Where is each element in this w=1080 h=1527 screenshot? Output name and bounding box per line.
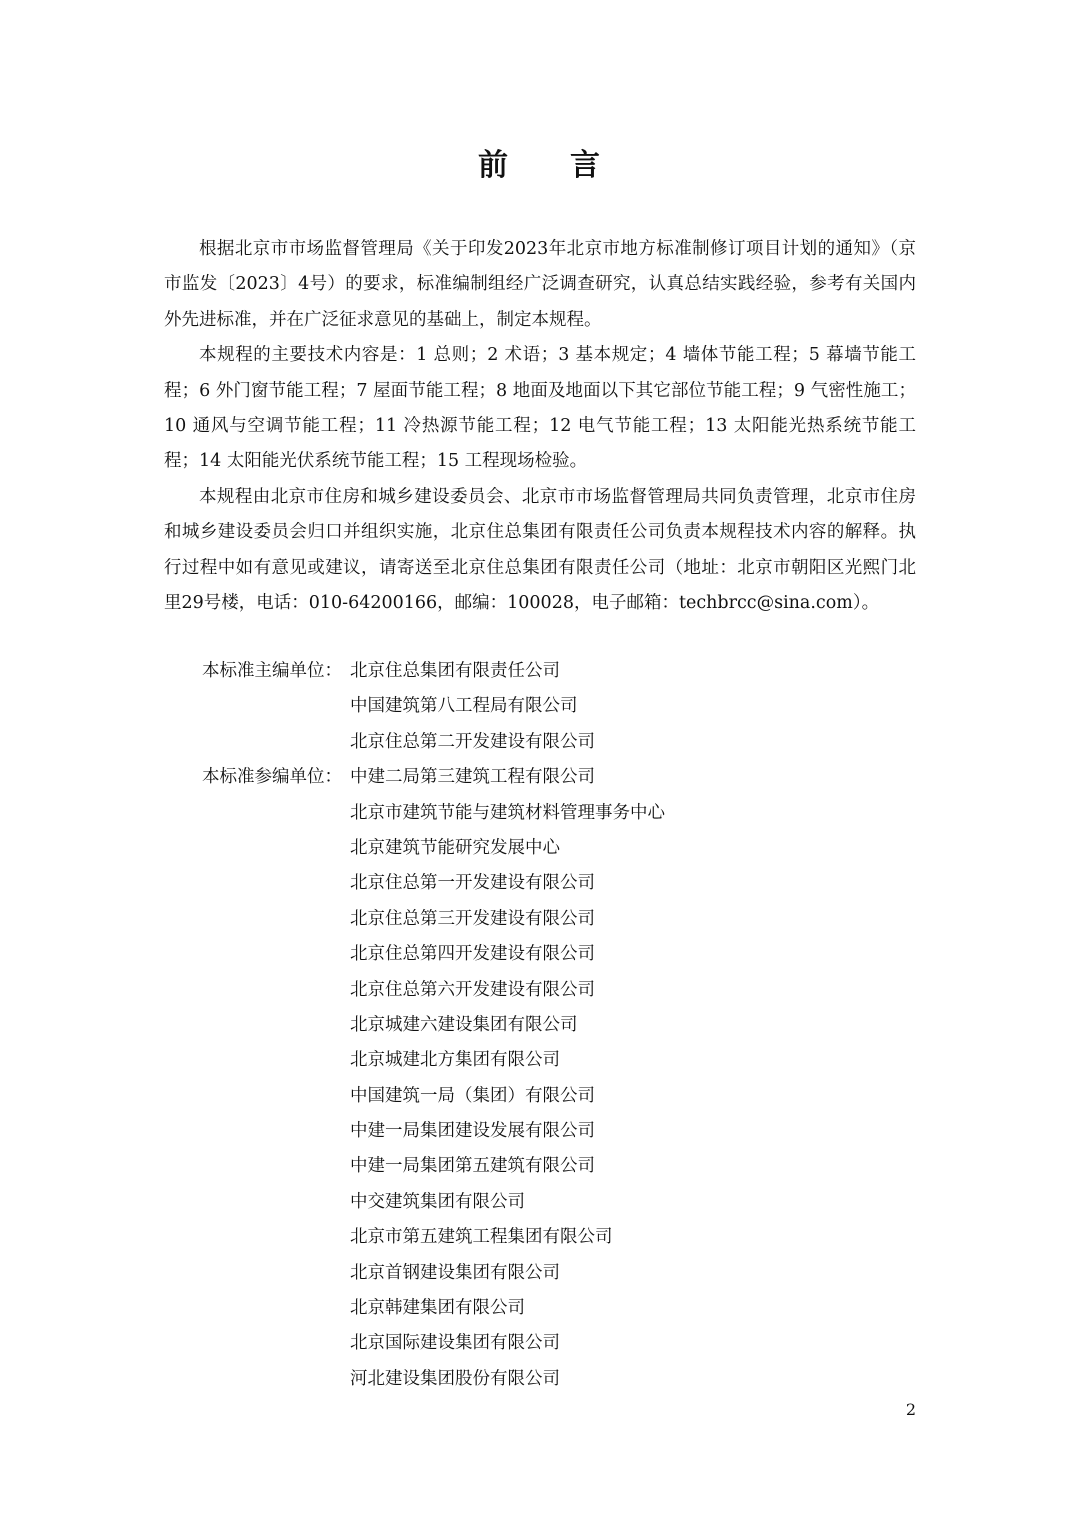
participating-unit-row: [0, 1256, 1080, 1291]
chief-unit-row: [0, 654, 1080, 689]
participating-unit-name: 北京住总第四开发建设有限公司: [350, 944, 595, 965]
chief-unit-name: 北京住总第二开发建设有限公司: [350, 731, 595, 752]
participating-unit-name: 河北建设集团股份有限公司: [350, 1368, 560, 1389]
participating-unit-name: 北京韩建集团有限公司: [350, 1298, 525, 1319]
preface-body: [164, 232, 916, 621]
chief-unit-name: 中国建筑第八工程局有限公司: [350, 696, 578, 717]
participating-unit-name: 中建一局集团建设发展有限公司: [350, 1121, 595, 1142]
page-title: [0, 140, 1080, 184]
title-char-2: 言: [570, 148, 602, 183]
participating-unit-name: 北京市第五建筑工程集团有限公司: [350, 1227, 613, 1248]
chief-unit-name: 北京住总集团有限责任公司: [350, 661, 560, 681]
participating-unit-label: 本标准参编单位：: [202, 767, 342, 788]
participating-unit-name: 中交建筑集团有限公司: [350, 1191, 525, 1212]
participating-unit-row: [0, 1362, 1080, 1397]
participating-unit-name: 北京首钢建设集团有限公司: [350, 1262, 560, 1283]
participating-unit-row: [0, 1326, 1080, 1361]
participating-unit-name: 中国建筑一局（集团）有限公司: [350, 1085, 595, 1106]
participating-unit-row: [0, 937, 1080, 972]
participating-unit-name: 北京建筑节能研究发展中心: [350, 837, 560, 858]
participating-unit-row: [0, 1114, 1080, 1149]
participating-unit-name: 北京住总第三开发建设有限公司: [350, 908, 595, 929]
participating-unit-row: [0, 1220, 1080, 1255]
paragraph-contents: 本规程的主要技术内容是：1 总则；2 术语；3 基本规定；4 墙体节能工程；5 幕墙节能工程；6 外门窗节能工程；7 屋面节能工程；8 地面及地面以下其它部位节能工程；9 气密性施工；10 通风与空调节能工程；11 冷热源节能工程；12 电气节能工程；13 太阳能光热系统节能工程；14 太阳能光伏系统节能工程；15 工程现场检验。: [164, 345, 916, 472]
title-char-1: 前: [478, 148, 510, 183]
participating-unit-row: [0, 1079, 1080, 1114]
units-list: [0, 654, 1080, 1397]
participating-unit-row: [0, 1008, 1080, 1043]
participating-unit-row: [0, 1149, 1080, 1184]
participating-unit-name: 北京城建北方集团有限公司: [350, 1050, 560, 1071]
participating-unit-name: 北京住总第一开发建设有限公司: [350, 873, 595, 894]
participating-unit-row: [0, 1291, 1080, 1326]
participating-unit-row: [0, 760, 1080, 795]
participating-unit-row: [0, 973, 1080, 1008]
participating-unit-name: 北京城建六建设集团有限公司: [350, 1014, 578, 1035]
chief-unit-label: 本标准主编单位：: [202, 661, 342, 681]
page-number: 2: [905, 1400, 916, 1419]
participating-unit-name: 北京国际建设集团有限公司: [350, 1333, 560, 1354]
participating-unit-row: [0, 866, 1080, 901]
participating-unit-row: [0, 831, 1080, 866]
participating-unit-row: [0, 1043, 1080, 1078]
participating-unit-name: 北京市建筑节能与建筑材料管理事务中心: [350, 802, 665, 823]
paragraph-management: 本规程由北京市住房和城乡建设委员会、北京市市场监督管理局共同负责管理，北京市住房和城乡建设委员会归口并组织实施，北京住总集团有限责任公司负责本规程技术内容的解释。执行过程中如有意见或建议，请寄送至北京住总集团有限责任公司（地址：北京市朝阳区光熙门北里29号楼，电话：010-64200166，邮编：100028，电子邮箱：techbrcc@sina.com）。: [164, 486, 916, 614]
paragraph-basis: 根据北京市市场监督管理局《关于印发2023年北京市地方标准制修订项目计划的通知》（京市监发〔2023〕4号）的要求，标准编制组经广泛调查研究，认真总结实践经验，参考有关国内外先进标准，并在广泛征求意见的基础上，制定本规程。: [164, 239, 916, 330]
chief-unit-row: [0, 725, 1080, 760]
participating-unit-name: 中建二局第三建筑工程有限公司: [350, 767, 595, 788]
participating-unit-row: [0, 902, 1080, 937]
participating-unit-row: [0, 796, 1080, 831]
chief-unit-row: [0, 689, 1080, 724]
participating-unit-name: 北京住总第六开发建设有限公司: [350, 979, 595, 1000]
participating-unit-name: 中建一局集团第五建筑有限公司: [350, 1156, 595, 1177]
participating-unit-row: [0, 1185, 1080, 1220]
